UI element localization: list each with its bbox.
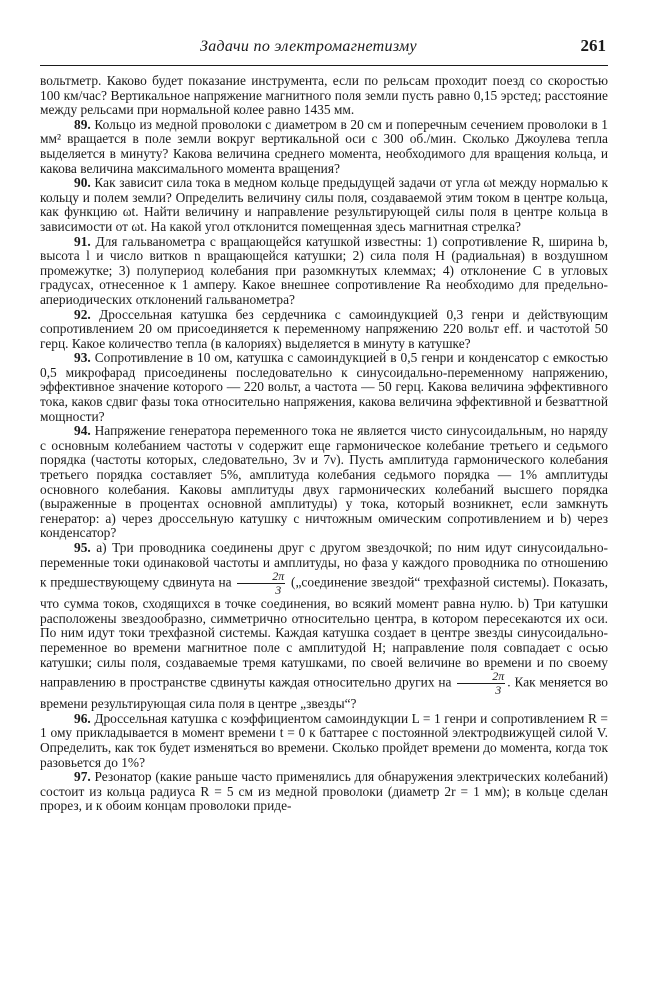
problem-text: Для гальванометра с вращающейся катушкой известны: 1) сопротивление R, ширина b, высота l и число витков n вращающейся катушки; 2) сила поля H (радиальная) в воздушном промежутке; 3) полупериод колебания при разомкнутых клеммах; 4) отклонение C в угловых градусах, отнесенное к 1 амперу. Какое внешнее сопротивление Ra необходимо для предельно-апериодических отклонений гальванометра? [40, 233, 608, 307]
problem-number: 95. [74, 540, 91, 555]
page-body [40, 74, 608, 814]
fraction-two-pi-over-three [237, 570, 285, 597]
page-number: 261 [580, 36, 606, 55]
fraction-denominator: 3 [495, 683, 502, 698]
problem-93 [40, 351, 608, 424]
problem-text: Как зависит сила тока в медном кольце предыдущей задачи от угла ωt между нормалью к кольцу и полем земли? Определить величину силы поля, создаваемой этим током в центре кольца, как функцию ωt. Найти величину и направление результирующей силы поля в центре кольца в зависимости от ωt. На какой угол отклонится помещенная здесь магнитная стрелка? [40, 175, 608, 234]
problem-text: Напряжение генератора переменного тока не является чисто синусоидальным, но наряду с основным колебанием частоты ν содержит еще гармоническое колебание третьего и седьмого порядка (частоты которых, следовательно, 3ν и 7ν). Пусть амплитуда гармонического колебания третьего порядка составляет 5%, амплитуда колебания седьмого порядка — 1% амплитуды основного колебания. Каковы амплитуды двух гармонических колебаний высшего порядка (выраженные в процентах основной амплитуды) у тока, который возникнет, если замкнуть генератор: а) через дроссельную катушку с ничтожным омическим сопротивлением и b) через конденсатор? [40, 423, 608, 541]
problem-text: Дроссельная катушка без сердечника с самоиндукцией 0,3 генри и действующим сопротивлением 20 ом присоединяется к переменному напряжению 220 вольт eff. и частотой 50 герц. Какое количество тепла (в калориях) выделяется в минуту в катушке? [40, 306, 608, 351]
problem-text-part2: („соединение звездой“ трехфазной системы). Показать, что сумма токов, сходящихся в точке соединения, во всякий момент равна нулю. b) Три катушки расположены звездообразно, симметрично относительно центра, в котором пересекаются их оси. По ним идут токи трехфазной системы. Каждая катушка создает в центре звезды синусоидально-переменное во времени магнитное поле с амплитудой H; направление поля совпадает с осью катушки; силы поля, создаваемые тремя катушками, по своей величине во времени и по своему направлению в пространстве сдвинуты каждая относительно других на [40, 574, 608, 690]
problem-number: 97. [74, 769, 91, 785]
problem-91 [40, 235, 608, 308]
fraction-denominator: 3 [275, 583, 282, 598]
problem-92 [40, 308, 608, 352]
problem-97 [40, 770, 608, 814]
fraction-two-pi-over-three [457, 670, 505, 697]
problem-90 [40, 176, 608, 234]
problem-number: 89. [74, 116, 91, 132]
problem-number: 94. [74, 423, 91, 439]
running-title: Задачи по электромагнетизму [200, 38, 417, 55]
problem-number: 91. [74, 233, 91, 249]
problem-94 [40, 424, 608, 541]
problem-95 [40, 541, 608, 712]
fraction-numerator: 2π [457, 670, 505, 684]
problem-text-part3: . Как меняется во времени результирующая сила поля в центре „звезды“? [40, 674, 608, 712]
problem-number: 92. [74, 306, 91, 322]
problem-text: Сопротивление в 10 ом, катушка с самоиндукцией в 0,5 генри и конденсатор с емкостью 0,5 микрофарад присоединены последовательно к синусоидально-переменному напряжению, эффективное значение которого — 220 вольт, а частота — 50 герц. Какова величина эффективного тока, каков сдвиг фазы тока относительно напряжения, какова величина эффективной и безваттной мощности? [40, 350, 608, 424]
problem-number: 90. [74, 175, 91, 191]
problem-text: Кольцо из медной проволоки с диаметром в 20 см и поперечным сечением проволоки в 1 мм² вращается в поле земли вокруг вертикальной оси с 300 об./мин. Сколько Джоулева тепла выделяется в минуту? Какова величина среднего момента, необходимого для вращения кольца, и какова величина максимального момента вращения? [40, 116, 608, 176]
problem-number: 93. [74, 350, 91, 366]
problem-88-continuation: вольтметр. Каково будет показание инструмента, если по рельсам проходит поезд со скоростью 100 км/час? Вертикальное напряжение магнитного поля земли пусть равно 0,15 эрстед; расстояние между рельсами при нормальной колее равно 1435 мм. [40, 73, 608, 118]
problem-text: Резонатор (какие раньше часто применялись для обнаружения электрических колебаний) состоит из кольца радиуса R = 5 см из медной проволоки (диаметр 2r = 1 мм); в кольце сделан прорез, и к обоим концам проволоки приде- [40, 769, 608, 814]
problem-89 [40, 118, 608, 176]
problem-number: 96. [74, 710, 91, 726]
page-header [40, 28, 608, 68]
problem-text-part1: а) Три проводника соединены друг с другом звездочкой; по ним идут синусоидально-переменные токи одинаковой частоты и амплитуды, но фаза у каждого проводника по отношению к предшествующему сдвинута на [40, 540, 608, 590]
problem-text: Дроссельная катушка с коэффициентом самоиндукции L = 1 генри и сопротивлением R = 1 ому прикладывается в момент времени t = 0 к баттарее с постоянной электродвижущей силой V. Определить, как ток будет изменяться во времени. Сколько пройдет времени до момента, когда ток разовьется до 1%? [40, 710, 608, 770]
problem-96 [40, 712, 608, 770]
fraction-numerator: 2π [237, 570, 285, 584]
header-rule [40, 65, 608, 66]
